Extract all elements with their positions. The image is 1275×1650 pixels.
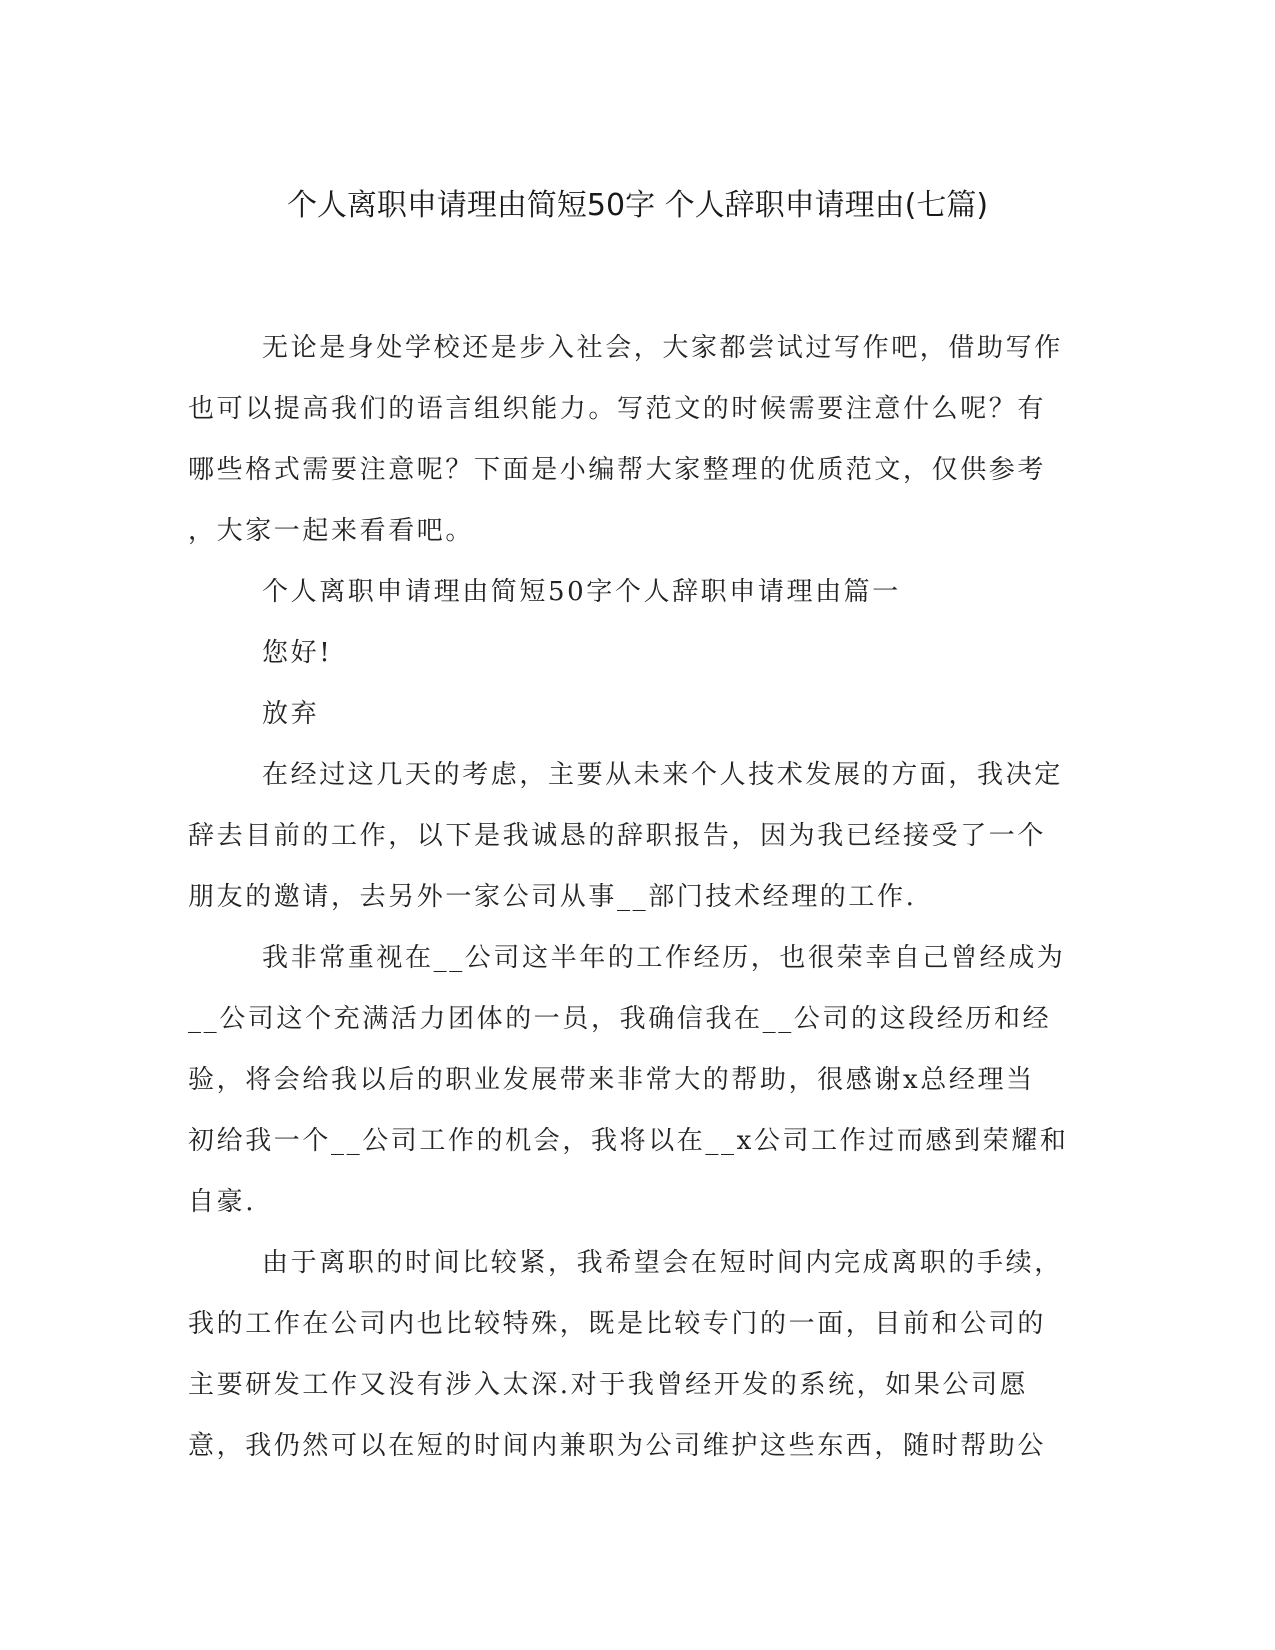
text-line: 个人离职申请理由简短50字个人辞职申请理由篇一 [262,577,901,607]
text-line: 辞去目前的工作，以下是我诚恳的辞职报告，因为我已经接受了一个 [188,821,1047,851]
document-title: 个人离职申请理由简短50字 个人辞职申请理由(七篇) [286,188,989,223]
text-line: 我非常重视在__公司这半年的工作经历，也很荣幸自己曾经成为 [262,943,1066,973]
text-line: 我的工作在公司内也比较特殊，既是比较专门的一面，目前和公司的 [188,1309,1047,1339]
text-line: 意，我仍然可以在短的时间内兼职为公司维护这些东西，随时帮助公 [188,1431,1047,1461]
text-line: ，大家一起来看看吧。 [188,516,475,546]
text-line: 自豪. [188,1187,257,1217]
text-line: 无论是身处学校还是步入社会，大家都尝试过写作吧，借助写作 [262,333,1063,363]
text-line: 您好! [262,638,333,668]
text-line: 放弃 [262,699,320,729]
document-body [188,318,1076,1477]
text-line: 也可以提高我们的语言组织能力。写范文的时候需要注意什么呢？有 [188,394,1047,424]
text-line: 由于离职的时间比较紧，我希望会在短时间内完成离职的手续， [262,1248,1063,1278]
text-line: 初给我一个__公司工作的机会，我将以在__x公司工作过而感到荣耀和 [188,1126,1069,1156]
text-line: 在经过这几天的考虑，主要从未来个人技术发展的方面，我决定 [262,760,1063,790]
text-line: 验，将会给我以后的职业发展带来非常大的帮助，很感谢x总经理当 [188,1065,1035,1095]
text-line: __公司这个充满活力团体的一员，我确信我在__公司的这段经历和经 [188,1004,1052,1034]
text-line: 主要研发工作又没有涉入太深.对于我曾经开发的系统，如果公司愿 [188,1370,1029,1400]
text-line: 朋友的邀请，去另外一家公司从事__部门技术经理的工作. [188,882,917,912]
text-line: 哪些格式需要注意呢？下面是小编帮大家整理的优质范文，仅供参考 [188,455,1047,485]
